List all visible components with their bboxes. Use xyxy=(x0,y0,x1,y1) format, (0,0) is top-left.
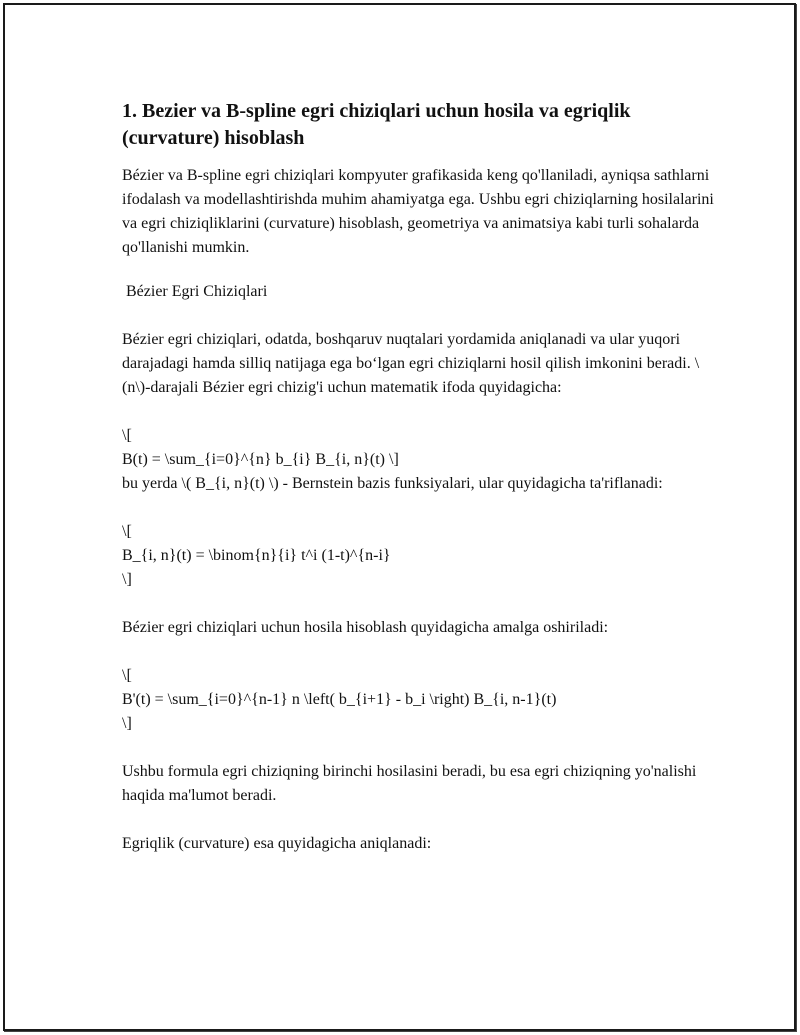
intro-paragraph: Bézier va B-spline egri chiziqlari kompyuter grafikasida keng qo'llaniladi, ayniqsa sathlarni ifodalash va modellashtirishda muhim ahamiyatga ega. Ushbu egri chiziqlarning hosilalarini va egri chiziqliklarini (curvature) hisoblash, geometriya va animatsiya kabi turli sohalarda qo'llanishi mumkin. xyxy=(122,167,718,256)
curvature-intro: Egriqlik (curvature) esa quyidagicha aniqlanadi: xyxy=(122,835,432,852)
derivative-intro: Bézier egri chiziqlari uchun hosila hisoblash quyidagicha amalga oshiriladi: xyxy=(122,619,609,636)
formula1-open: \[ xyxy=(122,427,132,444)
formula2-open: \[ xyxy=(122,523,132,540)
derivative-note: Ushbu formula egri chiziqning birinchi hosilasini beradi, bu esa egri chiziqning yo'nalishi haqida ma'lumot beradi. xyxy=(122,763,701,804)
formula1-after: bu yerda \( B_{i, n}(t) \) - Bernstein bazis funksiyalari, ular quyidagicha ta'riflanadi: xyxy=(122,475,663,492)
document-content xyxy=(122,98,722,856)
section-heading: 1. Bezier va B-spline egri chiziqlari uchun hosila va egriqlik (curvature) hisoblash xyxy=(122,100,631,149)
bezier-paragraph: Bézier egri chiziqlari, odatda, boshqaruv nuqtalari yordamida aniqlanadi va ular yuqori darajadagi hamda silliq natijaga ega boʻlgan egri chiziqlarni hosil qilish imkonini beradi. \(n\)-darajali Bézier egri chizig'i uchun matematik ifoda quyidagicha: xyxy=(122,331,700,396)
formula1-body: B(t) = \sum_{i=0}^{n} b_{i} B_{i, n}(t) \] xyxy=(122,451,399,468)
formula2-body: B_{i, n}(t) = \binom{n}{i} t^i (1-t)^{n-i} xyxy=(122,547,391,564)
formula3-open: \[ xyxy=(122,667,132,684)
document-page xyxy=(3,3,796,1031)
formula3-close: \] xyxy=(122,715,132,732)
formula3-body: B'(t) = \sum_{i=0}^{n-1} n \left( b_{i+1} - b_i \right) B_{i, n-1}(t) xyxy=(122,691,557,708)
subheading: Bézier Egri Chiziqlari xyxy=(126,283,268,300)
formula2-close: \] xyxy=(122,571,132,588)
